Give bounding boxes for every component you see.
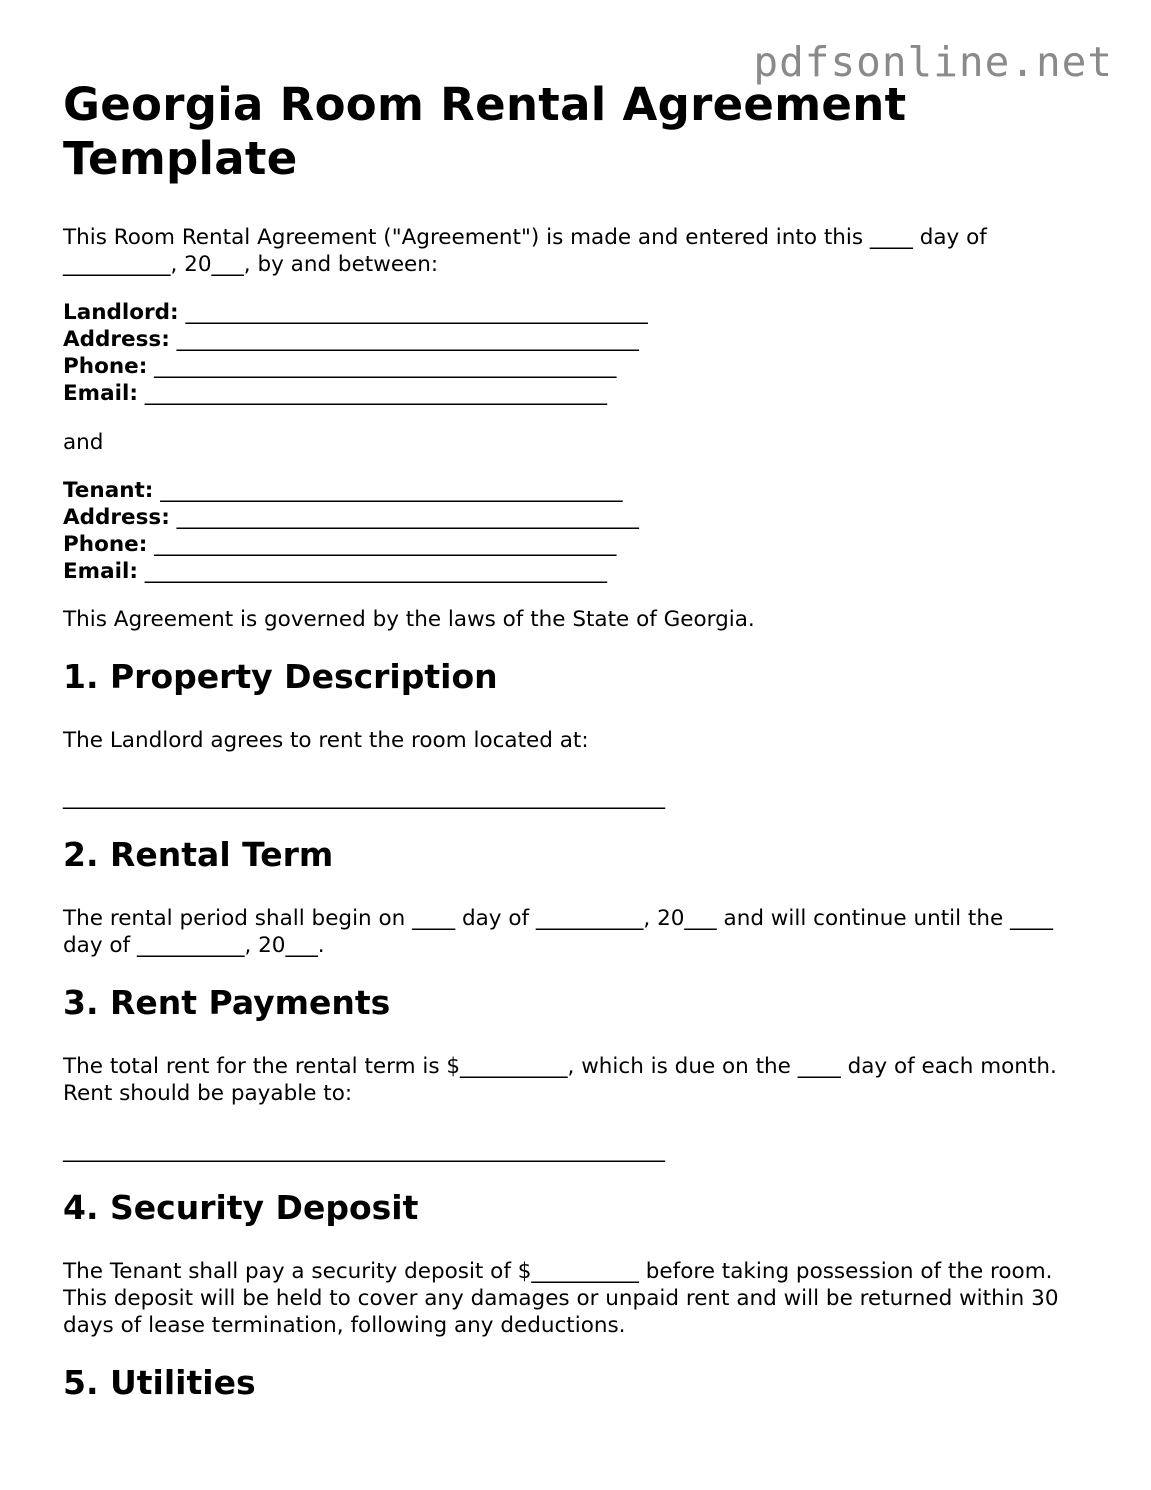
tenant-phone-label: Phone: — [63, 532, 148, 557]
title-line-1: Georgia Room Rental Agreement — [63, 78, 907, 131]
section-1-blank-line: ________________________________________________________ — [63, 785, 665, 810]
section-2-heading: 2. Rental Term — [63, 835, 334, 874]
landlord-phone-line — [63, 353, 1093, 380]
tenant-address-blank: ___________________________________________ — [169, 505, 639, 530]
landlord-phone-blank: ___________________________________________ — [147, 354, 617, 379]
and-text: and — [63, 430, 104, 455]
title-line-2: Template — [63, 132, 298, 185]
tenant-email-blank: ___________________________________________ — [137, 559, 608, 584]
section-4-heading: 4. Security Deposit — [63, 1188, 419, 1227]
landlord-address-label: Address: — [63, 327, 170, 352]
landlord-name-blank: ___________________________________________ — [178, 300, 648, 325]
tenant-name-blank: ___________________________________________ — [153, 478, 623, 503]
tenant-email-line — [63, 558, 1093, 585]
document-title — [63, 78, 1093, 186]
document-page — [63, 78, 1093, 1403]
section-3-heading: 3. Rent Payments — [63, 983, 391, 1022]
tenant-name-label: Tenant: — [63, 478, 154, 503]
section-5-heading: 5. Utilities — [63, 1363, 256, 1402]
tenant-email-label: Email: — [63, 559, 138, 584]
tenant-phone-line — [63, 531, 1093, 558]
landlord-phone-label: Phone: — [63, 354, 148, 379]
section-4-text: The Tenant shall pay a security deposit of $__________ before taking possession of the room. This deposit will be held to cover any damages or unpaid rent and will be returned within 30 days of lease termination, following any deductions. — [63, 1259, 1059, 1338]
tenant-address-line — [63, 504, 1093, 531]
tenant-phone-blank: ___________________________________________ — [147, 532, 617, 557]
section-3-blank-line: ________________________________________________________ — [63, 1138, 665, 1163]
landlord-email-line — [63, 380, 1093, 407]
section-1-heading: 1. Property Description — [63, 657, 498, 696]
tenant-block — [63, 477, 1093, 585]
section-2-text: The rental period shall begin on ____ day of __________, 20___ and will continue until the ____ day of __________, 20___. — [63, 906, 1054, 958]
landlord-name-line — [63, 299, 1093, 326]
governing-law-text: This Agreement is governed by the laws of the State of Georgia. — [63, 607, 755, 632]
tenant-name-line — [63, 477, 1093, 504]
landlord-address-blank: ___________________________________________ — [169, 327, 639, 352]
landlord-address-line — [63, 326, 1093, 353]
section-1-text: The Landlord agrees to rent the room located at: — [63, 728, 589, 753]
intro-paragraph: This Room Rental Agreement ("Agreement") is made and entered into this ____ day of __________, 20___, by and between: — [63, 225, 987, 277]
landlord-name-label: Landlord: — [63, 300, 179, 325]
section-3-text: The total rent for the rental term is $__________, which is due on the ____ day of each month. Rent should be payable to: — [63, 1054, 1057, 1106]
landlord-email-label: Email: — [63, 381, 138, 406]
landlord-block — [63, 299, 1093, 407]
tenant-address-label: Address: — [63, 505, 170, 530]
landlord-email-blank: ___________________________________________ — [137, 381, 608, 406]
watermark-text: pdfsonline.net — [753, 38, 1113, 86]
